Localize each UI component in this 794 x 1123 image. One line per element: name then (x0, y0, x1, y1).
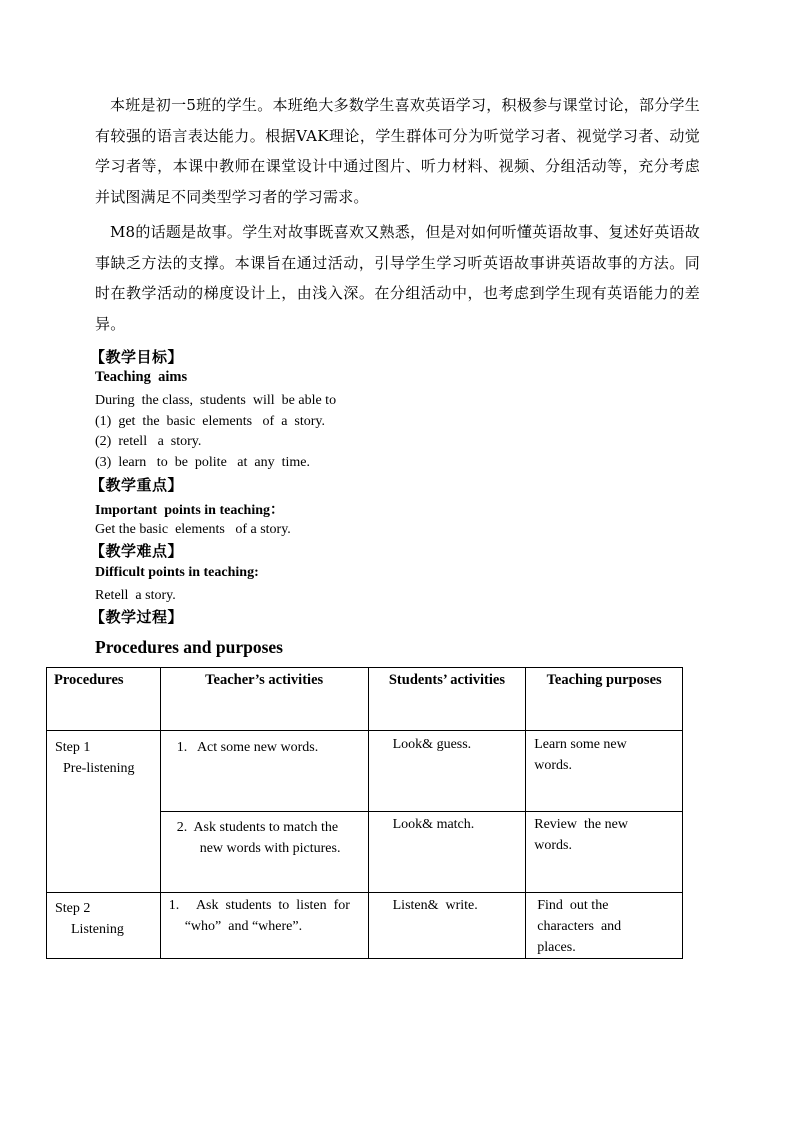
header-procedures: Procedures (47, 668, 161, 731)
step1-row1-teacher: 1. Act some new words. (160, 731, 368, 812)
step2-cell (47, 893, 161, 959)
procedures-title: Procedures and purposes (95, 637, 283, 657)
step2-purposes: Find out the characters and places. (526, 893, 683, 959)
step1-row1-purposes: Learn some new words. (526, 731, 683, 812)
step1-row2-teacher: 2. Ask students to match the new words with pictures. (160, 812, 368, 893)
step2-teacher: 1. Ask students to listen for “who” and “where”. (160, 893, 368, 959)
topic-description-paragraph: M8的话题是故事。学生对故事既喜欢又熟悉，但是对如何听懂英语故事、复述好英语故事缺乏方法的支撑。本课旨在通过活动，引导学生学习听英语故事讲英语故事的方法。同时在教学活动的梯度设计上，由浅入深。在分组活动中，也考虑到学生现有英语能力的差异。 (95, 223, 700, 333)
aim-item-1: (1) get the basic elements of a story. (95, 414, 326, 429)
step2-sub: Listening (71, 922, 124, 937)
step1-row2-purposes: Review the new words. (526, 812, 683, 893)
aims-heading: 【教学目标】 (90, 348, 184, 366)
aims-title: Teaching aims (95, 369, 188, 385)
table-row (47, 731, 683, 812)
important-points-heading: 【教学重点】 (90, 476, 184, 494)
aims-intro: During the class, students will be able to (95, 393, 337, 408)
process-heading: 【教学过程】 (90, 608, 184, 626)
table-row (47, 893, 683, 959)
difficult-points-heading: 【教学难点】 (90, 542, 184, 560)
difficult-points-text: Retell a story. (95, 588, 176, 603)
aim-item-3: (3) learn to be polite at any time. (95, 455, 310, 470)
step2-students: Listen& write. (368, 893, 526, 959)
table-header-row (47, 668, 683, 731)
class-description-paragraph: 本班是初一5班的学生。本班绝大多数学生喜欢英语学习，积极参与课堂讨论，部分学生有较强的语言表达能力。根据VAK理论，学生群体可分为听觉学习者、视觉学习者、动觉学习者等，本课中教师在课堂设计中通过图片、听力材料、视频、分组活动等，充分考虑并试图满足不同类型学习者的学习需求。 (95, 96, 700, 206)
step1-row2-students: Look& match. (368, 812, 526, 893)
header-teaching-purposes: Teaching purposes (526, 668, 683, 731)
procedures-table (46, 667, 683, 959)
aim-item-2: (2) retell a story. (95, 434, 202, 449)
step1-row1-students: Look& guess. (368, 731, 526, 812)
step2-label: Step 2 (55, 901, 91, 916)
step1-label: Step 1 (55, 740, 91, 755)
important-points-title: Important points in teaching： (95, 503, 285, 518)
step1-cell (47, 731, 161, 893)
difficult-points-title: Difficult points in teaching: (95, 565, 259, 580)
important-points-text: Get the basic elements of a story. (95, 522, 291, 537)
header-teacher-activities: Teacher’s activities (160, 668, 368, 731)
header-students-activities: Students’ activities (368, 668, 526, 731)
step1-sub: Pre-listening (63, 761, 135, 776)
